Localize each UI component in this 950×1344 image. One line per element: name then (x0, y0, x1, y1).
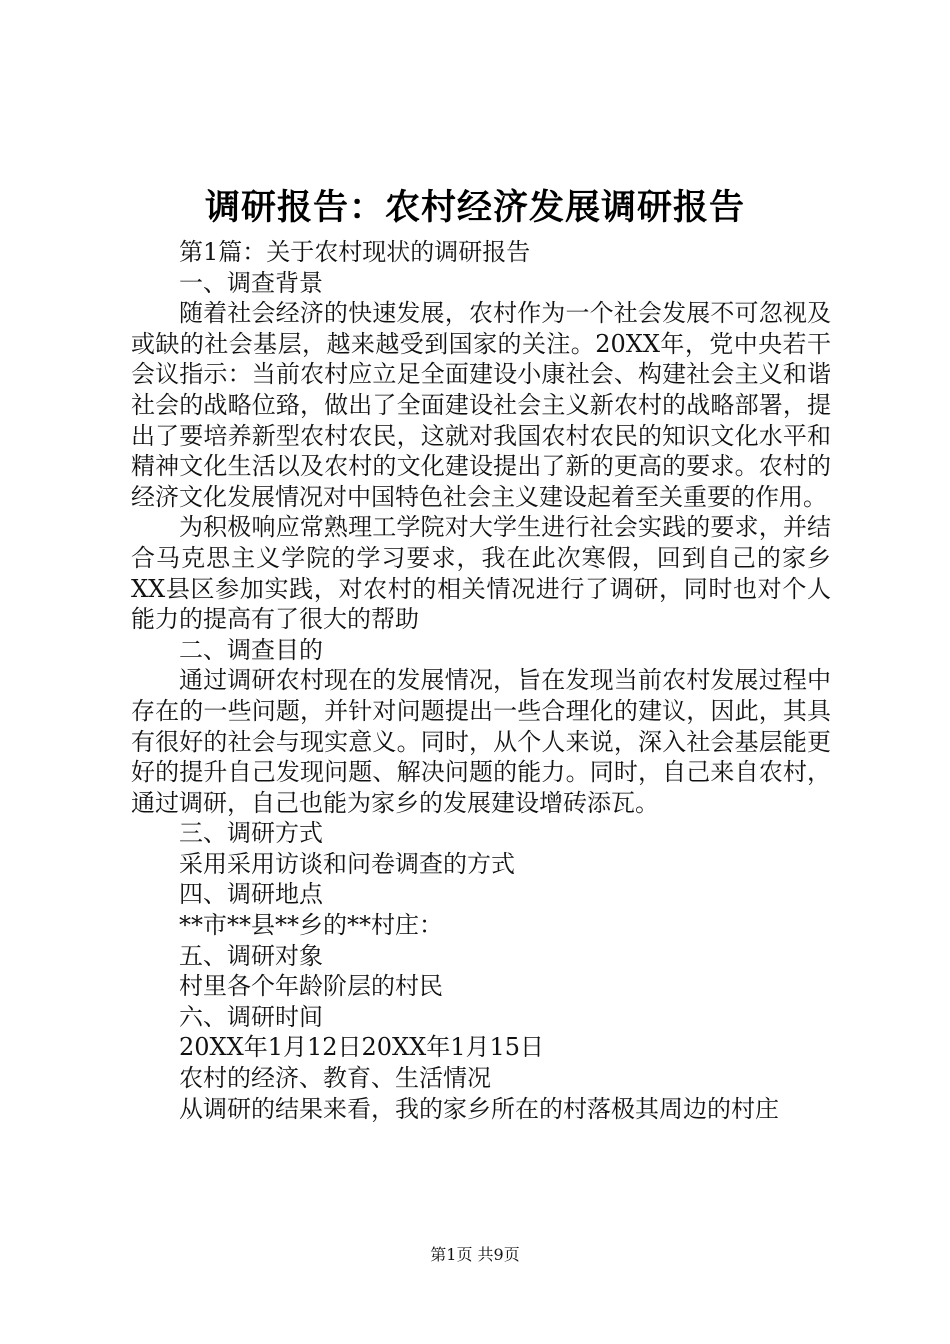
heading-time: 六、调研时间 (179, 1002, 323, 1031)
text-location: **市**县**乡的**村庄： (179, 911, 443, 940)
heading-location: 四、调研地点 (179, 880, 323, 909)
text-time: 20XX年1月12日20XX年1月15日 (179, 1033, 545, 1062)
paragraph-background: 随着社会经济的快速发展，农村作为一个社会发展不可忽视及或缺的社会基层，越来越受到国家的关注。20XX年，党中央若干会议指示：当前农村应立足全面建设小康社会、构建社会主义和谐社会的战略位臵，做出了全面建设社会主义新农村的战略部署，提出了要培养新型农村农民，这就对我国农村农民的知识文化水平和精神文化生活以及农村的文化建设提出了新的更高的要求。农村的经济文化发展情况对中国特色社会主义建设起着至关重要的作用。 (131, 299, 831, 511)
paragraph-purpose: 通过调研农村现在的发展情况，旨在发现当前农村发展过程中存在的一些问题，并针对问题提出一些合理化的建议，因此，其具有很好的社会与现实意义。同时，从个人来说，深入社会基层能更好的提升自己发现问题、解决问题的能力。同时，自己来自农村，通过调研，自己也能为家乡的发展建设增砖添瓦。 (131, 666, 831, 817)
text-subjects: 村里各个年龄阶层的村民 (179, 972, 443, 1001)
document-body (131, 237, 831, 1124)
section-title: 第1篇：关于农村现状的调研报告 (179, 238, 531, 266)
page-footer: 第1页 共9页 (430, 1245, 520, 1264)
text-method: 采用采用访谈和问卷调查的方式 (179, 849, 515, 878)
heading-subjects: 五、调研对象 (179, 941, 323, 970)
heading-purpose: 二、调查目的 (179, 635, 323, 664)
heading-background: 一、调查背景 (179, 268, 323, 297)
text-results: 从调研的结果来看，我的家乡所在的村落极其周边的村庄 (179, 1094, 779, 1123)
document-title: 调研报告：农村经济发展调研报告 (204, 187, 745, 228)
text-topics: 农村的经济、教育、生活情况 (179, 1064, 491, 1093)
paragraph-practice: 为积极响应常熟理工学院对大学生进行社会实践的要求，并结合马克思主义学院的学习要求，我在此次寒假，回到自己的家乡XX县区参加实践，对农村的相关情况进行了调研，同时也对个人能力的提高有了很大的帮助 (131, 513, 831, 634)
heading-method: 三、调研方式 (179, 819, 323, 848)
